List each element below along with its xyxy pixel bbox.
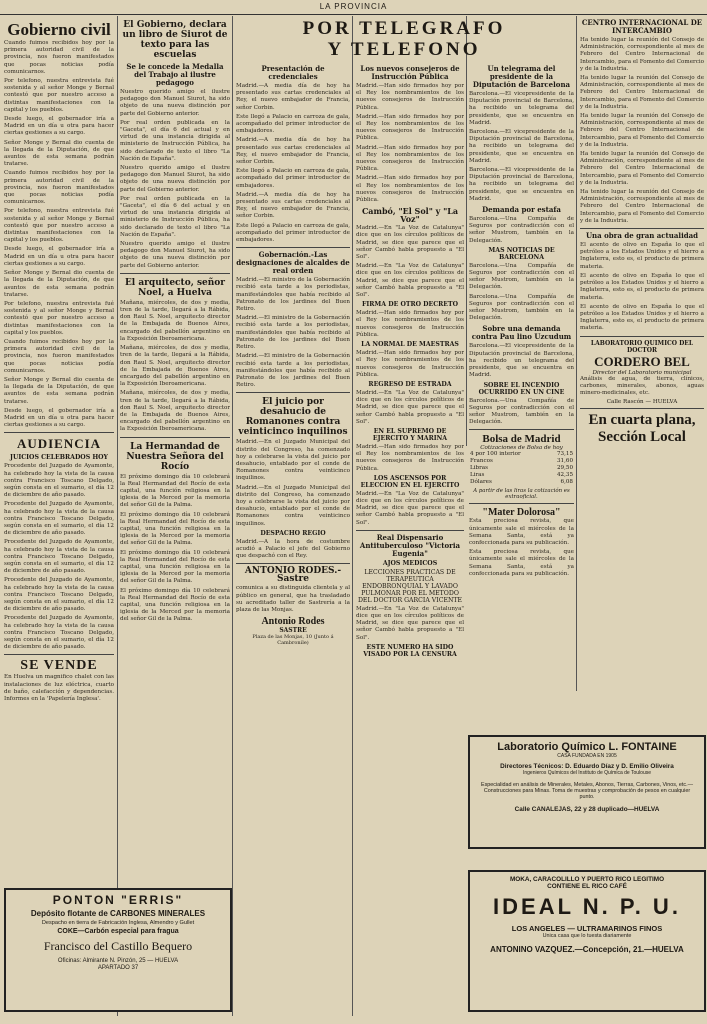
article-text: Madrid.—Han sido firmados hoy por el Rey los nombramientos de los nuevos consejeros de Instrucción Pública. <box>356 83 464 111</box>
article-text: Madrid.—A la hora de costumbre acudió a Palacio el jefe del Gobierno que despachó con el Rey. <box>236 538 350 560</box>
censorship-note: ESTE NUMERO HA SIDO VISADO POR LA CENSURA <box>363 643 457 658</box>
ad-apartado: APARTADO 37 <box>97 965 139 971</box>
article-text: Mañana, miércoles, de dos y media, tren de la tarde, llegará a la Rábida, don Raul S. Noel, arquitecto director de la Embajada de Buenos Aires, encargado del pabellón argentino en la Exposición Iberoamericana. <box>120 299 230 342</box>
row-value: 31,60 <box>556 458 573 465</box>
divider <box>580 408 704 409</box>
row-value: 29,50 <box>556 465 573 472</box>
lab-subtitle: Director del Laboratorio municipal <box>592 369 692 376</box>
article-text: El acento de olivo en España lo que el petróleo a los Estados Unidos y el hierro a Inglaterra, esto es, el producto de primera materia. <box>580 272 704 301</box>
divider <box>120 273 230 274</box>
ad-name: Francisco del Castillo Bequero <box>43 939 193 953</box>
article-text: Nuestro querido amigo el ilustre pedagogo don Manuel Siurot, ha sido objeto de una nueva distinción por parte del Gobierno anterior. <box>120 89 230 117</box>
article-text: Madrid.—A media día de hoy ha presentado sus cartas credenciales al Rey, el nuevo embajador de Francia, señor Corbin. <box>236 83 350 111</box>
article-text: Esta preciosa revista, que únicamente sale el miércoles de la Semana Santa, está ya confeccionada para su publicación. <box>469 518 574 546</box>
ad-address: Calle CANALEJAS, 22 y 28 duplicado—HUELVA <box>514 806 660 813</box>
column-1 <box>4 16 114 1021</box>
article-text: Procedente del Juzgado de Ayamonte, ha celebrado hoy la vista de la causa contra Francisco Toscano Delgado, según consta en el sumario, el día 12 de diciembre de año pasado. <box>4 577 114 613</box>
row-label: Dólares <box>470 479 492 486</box>
article-text: Ha tenido lugar la reunión del Consejo de Administración, correspondiente al mes de Febrero del Centro Internacional de Intercambio, para el Fomento del Comercio y de la Industria. <box>580 37 704 72</box>
article-text: Madrid.—En "La Voz de Catalunya" dice que en los círculos políticos de Madrid, se dice que parece que el señor Cambó habla propuesto a "El Sol". <box>356 263 464 299</box>
article-text: Desde luego, el gobernador iría a Madrid en un día u otra para hacer ciertas gestiones a su cargo. <box>4 407 114 429</box>
article-text: Señor Monge y Bernal dio cuenta de la llegada de la Diputación, de que asuntos de esta semana podrán tratarse. <box>4 376 114 405</box>
divider <box>236 247 350 248</box>
article-text: Ha tenido lugar la reunión del Consejo de Administración, correspondiente al mes de Febrero del Centro Internacional de Intercambio, para el Fomento del Comercio y de la Industria. <box>580 113 704 148</box>
article-text: Por real orden publicada en la "Gaceta", el día 6 del actual y en virtud de una instancia dirigida al ministerio de Instrucción Pública, ha sido declarado de texto el libro "La Nación de España". <box>120 119 230 162</box>
article-headline: La Hermandad de Nuestra Señora del Rocío <box>126 441 224 472</box>
article-text: Madrid.—El ministro de la Gobernación recibió esta tarde a los periodistas, manifestándoles que había recibido al Patronato de los jardines del Buen Retiro. <box>236 315 350 351</box>
ad-line: MOKA, CARACOLILLO Y PUERTO RICO LEGITIMO <box>509 876 665 883</box>
bolsa-table <box>469 451 574 486</box>
article-text: Cuando fuimos recibidos hoy por la primera autoridad civil de la provincia, nos fueron manifestados que pocas noticias podía comunicarnos. <box>4 40 114 75</box>
article-text: Procedente del Juzgado de Ayamonte, ha celebrado hoy la vista de la causa contra Francisco Toscano Delgado, según consta en el sumario, el día 12 de diciembre de año pasado. <box>4 463 114 499</box>
article-text: Procedente del Juzgado de Ayamonte, ha celebrado hoy la vista de la causa contra Francisco Toscano Delgado, según consta en el sumario, el día 12 de diciembre de año pasado. <box>4 501 114 537</box>
column-rule <box>352 16 353 1016</box>
article-text: Procedente del Juzgado de Ayamonte, ha celebrado hoy la vista de la causa contra Francisco Toscano Delgado, según consta en el sumario, el día 12 de diciembre de año pasado. <box>4 615 114 651</box>
article-text: Barcelona.—Una Compañía de Seguros por contradicción con el señor Mustrom, también en la Delegación. <box>469 216 574 244</box>
article-text: Barcelona.—El vicepresidente de la Diputación provincial de Barcelona, ha recibido un telegrama del presidente, que se encuentra en Madrid. <box>469 129 574 164</box>
divider <box>580 228 704 229</box>
lab-text: Análisis de agua, de tierra, clínicos, carbones, minerales, abonos, aguas minero-medicinales, etc. <box>580 375 704 396</box>
lab-title: LABORATORIO QUIMICO DEL DOCTOR <box>590 339 694 354</box>
article-headline: "Mater Dolorosa" <box>482 507 561 519</box>
lab-address: Calle Rascón — HUELVA <box>606 399 678 406</box>
article-headline: Real Dispensario Antituberculoso "Victoria Eugenia" <box>359 532 461 558</box>
article-text: Este llegó a Palacio en carroza de gala, acompañado del primer introductor de embajadores. <box>236 168 350 189</box>
article-text: Esta preciosa revista, que únicamente sale el miércoles de la Semana Santa, está ya confeccionada para su publicación. <box>469 549 574 577</box>
article-text: Procedente del Juzgado de Ayamonte, ha celebrado hoy la vista de la causa contra Francisco Toscano Delgado, según consta en el sumario, el día 12 de diciembre de año pasado. <box>4 539 114 575</box>
article-text: Madrid.—Han sido firmados hoy por el Rey los nombramientos de los nuevos consejeros de Instrucción Pública. <box>356 144 464 173</box>
ad-line: Especialidad en análisis de Minerales, Metales, Abonos, Tierras, Carbones, Vinos, etc.—Construcciones para Minas. Toma de muestras y comprobación de pesos en cualquier punto. <box>480 782 694 800</box>
row-label: 4 por 100 interior <box>470 451 521 458</box>
main-heading-line2: Y TELEFONO <box>327 39 481 60</box>
ad-line: CONTIENE EL RICO CAFÉ <box>547 883 627 890</box>
article-text: Mañana, miércoles, de dos y media, tren de la tarde, llegará a la Rábida, don Raul S. Noel, arquitecto director de la Embajada de Buenos Aires, encargado del pabellón argentino en la Exposición Iberoamericana. <box>120 390 230 433</box>
article-text: Madrid.—En el Juzgado Municipal del distrito del Congreso, ha comenzado hoy a celebrarse la vista del juicio por desahucio, entablado por el conde de Romanones contra veinticinco inquilinos. <box>236 484 350 527</box>
article-text: El acento de olivo en España lo que el petróleo a los Estados Unidos y el hierro a Inglaterra, esto es, el producto de primera materia. <box>580 303 704 332</box>
column-rule <box>232 16 233 1016</box>
article-headline: Sobre una demanda contra Pau lino Uzcudum <box>471 324 572 342</box>
divider <box>236 392 350 393</box>
main-heading <box>236 18 572 60</box>
section-title: AUDIENCIA <box>16 436 102 452</box>
article-text: Madrid.—En "La Voz de Catalunya" dice que en los círculos políticos de Madrid, se dice que parece que el señor Cambó habla propuesto a "El Sol". <box>356 490 464 526</box>
column-rule <box>466 16 467 446</box>
article-headline: Gobernación.-Las designaciones de alcaldes de real orden <box>236 250 350 276</box>
ad-ideal <box>468 870 706 1012</box>
article-text: Barcelona.—Una Compañía de Seguros por contradicción con el señor Mustrom, también en la Delegación. <box>469 397 574 426</box>
row-label: Liras <box>470 472 485 479</box>
ad-line: Ingenieros Químicos del Instituto de Química de Toulouse <box>522 770 652 776</box>
ad-address: Oficinas: Almirante N. Pinzón, 25 — HUELVA <box>57 958 179 964</box>
ad-title: IDEAL N. P. U. <box>493 894 681 919</box>
ad-signature-sub: SASTRE <box>279 627 307 635</box>
article-text: Madrid.—En "La Voz de Catalunya" dice que en los círculos políticos de Madrid, se dice que parece que el señor Cambó habla propuesto a "El Sol". <box>356 605 464 641</box>
article-text: Madrid.—A media día de hoy ha presentado sus cartas credenciales al Rey, el nuevo embajador de Francia, señor Corbin. <box>236 137 350 166</box>
bolsa-title: Bolsa de Madrid <box>482 433 561 446</box>
row-label: Francos <box>470 458 493 465</box>
section-subtitle: DESPACHO REGIO <box>260 529 326 537</box>
article-text: comunica a su distinguida clientela y al público en general, que ha trasladado su acreditado taller de Sastrería a la plaza de las Monjas. <box>236 585 350 613</box>
article-text: Cuando fuimos recibidos hoy por la primera autoridad civil de la provincia, nos fueron manifestados que pocas noticias podía comunicarnos. <box>4 170 114 206</box>
column-rule <box>117 16 118 1016</box>
ad-line: Directores Técnicos: D. Eduardo Díaz y D. Emilio Oliveira <box>500 763 674 770</box>
section-subtitle: LA NORMAL DE MAESTRAS <box>361 341 459 349</box>
article-text: Por real orden publicada en la "Gaceta", el día 6 del actual y en virtud de una instancia dirigida al ministerio de Instrucción Pública, ha sido declarado de texto el libro "La Nación de España". <box>120 195 230 238</box>
divider <box>4 432 114 433</box>
article-text: Por telefono, nuestra entrevista fué sostenida y al señor Monge y Bernal contestó que por nuestro acceso a distintas manifestaciones con la capital y los pueblos. <box>4 208 114 244</box>
article-text: Nuestro querido amigo el ilustre pedagogo don Manuel Siurot, ha sido objeto de una nueva distinción por parte del Gobierno anterior. <box>120 165 230 193</box>
article-text: Barcelona.—Una Compañía de Seguros por contradicción con el señor Mustrom, también en la Delegación. <box>469 293 574 322</box>
main-heading-line1: POR TELEGRAFO <box>302 18 506 39</box>
section-subtitle: JUICIOS CELEBRADOS HOY <box>10 454 108 462</box>
article-text: Señor Monge y Bernal dio cuenta de la llegada de la Diputación, de que asuntos de esta semana podrán tratarse. <box>4 270 114 298</box>
row-value: 73,15 <box>556 451 573 458</box>
ad-line: Despacho en tierra de Fabricación Inglesa, Almendro y Gullet <box>41 920 195 926</box>
section-subtitle: EN EL SUPREMO DE EJERCITO Y MARINA <box>372 427 448 442</box>
article-text: Madrid.—El ministro de la Gobernación recibió esta tarde a los periodistas, manifestándoles que había recibido al Patronato de los jardines del Buen Retiro. <box>236 353 350 389</box>
article-text: Desde luego, el gobernador iría a Madrid en un día u otra para hacer ciertas gestiones a su cargo. <box>4 116 114 137</box>
article-text: El próximo domingo día 10 celebrará la Real Hermandad del Rocío de esta capital, una función religiosa en la iglesia de la Merced por la memoria del señor Gil de la Palma. <box>120 549 230 585</box>
ad-title: Laboratorio Químico L. FONTAINE <box>497 741 677 753</box>
cuarta-plana: En cuarta plana, Sección Local <box>588 412 696 446</box>
row-value: 6,08 <box>560 479 573 486</box>
bolsa-subtitle: Cotizaciones de Bolsa de hoy <box>480 445 563 452</box>
article-text: Madrid.—Han sido firmados hoy por el Rey los nombramientos de los nuevos consejeros de Instrucción Pública. <box>356 350 464 378</box>
section-subtitle: MAS NOTICIAS DE BARCELONA <box>488 246 555 261</box>
article-text: Ha tenido lugar la reunión del Consejo de Administración, correspondiente al mes de Febrero del Centro Internacional de Intercambio, para el Fomento del Comercio y de la Industria. <box>580 75 704 110</box>
divider <box>4 654 114 655</box>
article-text: Desde luego, el gobernador iría a Madrid en un día u otra para hacer ciertas gestiones a su cargo. <box>4 246 114 267</box>
article-text: Por telefono, nuestra entrevista fué sostenida y al señor Monge y Bernal contestó que por nuestro acceso a distintas manifestaciones con la capital y los pueblos. <box>4 300 114 336</box>
article-headline: Demanda por estafa <box>482 205 561 215</box>
article-text: Madrid.—El ministro de la Gobernación recibió esta tarde a los periodistas, manifestándoles que había recibido al Patronato de los jardines del Buen Retiro. <box>236 277 350 313</box>
article-headline: El Gobierno, declara un libro de Siurot de texto para las escuelas <box>122 20 228 60</box>
article-text: Barcelona.—El vicepresidente de la Diputación provincial de Barcelona, ha recibido un telegrama del presidente, que se encuentra en Madrid. <box>469 91 574 126</box>
article-text: Barcelona.—Una Compañía de Seguros por contradicción con el señor Mustrom, también en la Delegación. <box>469 262 574 291</box>
article-text: Madrid.—Han sido firmados hoy por el Rey los nombramientos de los nuevos consejeros de Instrucción Pública. <box>356 443 464 472</box>
table-row <box>469 479 574 486</box>
article-headline: Presentación de credenciales <box>261 64 325 81</box>
article-text: Ha tenido lugar la reunión del Consejo de Administración, correspondiente al mes de Febrero del Centro Internacional de Intercambio, para el Fomento del Comercio y de la Industria. <box>580 189 704 224</box>
section-subtitle: LECCIONES PRACTICAS DE TERAPEUTICA ENDOBRONQUIAL Y LAVADO PULMONAR POR EL METODO DEL DOCTOR GARCIA VICENTE <box>357 568 463 604</box>
article-text: Barcelona.—El vicepresidente de la Diputación provincial de Barcelona, ha recibido un telegrama del presidente, que se encuentra en Madrid. <box>469 343 574 379</box>
article-text: Madrid.—Han sido firmados hoy por el Rey los nombramientos de los nuevos consejeros de Instrucción Pública. <box>356 175 464 204</box>
column-rule <box>576 16 577 691</box>
ad-line: Depósito flotante de CARBONES MINERALES <box>30 909 206 918</box>
lab-name: CORDERO BEL <box>594 353 690 369</box>
ad-address: ANTONINO VAZQUEZ.—Concepción, 21.—HUELVA <box>490 945 684 954</box>
section-subtitle: SOBRE EL INCENDIO OCURRIDO EN UN CINE <box>478 381 565 396</box>
article-text: El próximo domingo día 10 celebrará la Real Hermandad del Rocío de esta capital, una función religiosa en la iglesia de la Merced por la memoria del señor Gil de la Palma. <box>120 473 230 509</box>
ad-headline: ANTONIO RODES.-Sastre <box>244 566 342 585</box>
table-row <box>469 458 574 465</box>
row-label: Libras <box>470 465 488 472</box>
divider <box>356 530 464 531</box>
section-subtitle: AJOS MEDICOS <box>382 559 438 567</box>
ad-line: LOS ANGELES — ULTRAMARINOS FINOS <box>511 924 663 933</box>
article-text: Este llegó a Palacio en carroza de gala, acompañado del primer introductor de embajadores. <box>236 113 350 135</box>
divider <box>120 437 230 438</box>
column-2 <box>120 16 230 886</box>
article-text: Madrid.—Han sido firmados hoy por el Rey los nombramientos de los nuevos consejeros de Instrucción Pública. <box>356 113 464 142</box>
ad-signature: Antonio Rodes <box>261 616 325 628</box>
article-text: Madrid.—En "La Voz de Catalunya" dice que en los círculos políticos de Madrid, se dice que parece que el señor Cambó habla propuesto a "El Sol". <box>356 389 464 425</box>
article-text: Barcelona.—El vicepresidente de la Diputación provincial de Barcelona, ha recibido un telegrama del presidente, que se encuentra en Madrid. <box>469 167 574 202</box>
ad-fontaine <box>468 735 706 849</box>
table-row <box>469 465 574 472</box>
article-headline: Los nuevos consejeros de Instrucción Pública <box>360 64 460 81</box>
bolsa-note: A partir de las liras la cotización es extraoficial. <box>473 488 570 501</box>
article-headline: El juicio por desahucio de Romanones contra veinticinco inquilinos <box>238 397 348 438</box>
article-headline: CENTRO INTERNACIONAL DE INTERCAMBIO <box>581 18 703 35</box>
article-text: Madrid.—Han sido firmados hoy por el Rey los nombramientos de los nuevos consejeros de Instrucción Pública. <box>356 310 464 338</box>
article-headline: El arquitecto, señor Noel, a Huelva <box>124 277 226 298</box>
column-3 <box>236 62 350 1012</box>
article-text: Ha tenido lugar la reunión del Consejo de Administración, correspondiente al mes de Febrero del Centro Internacional de Intercambio, para el Fomento del Comercio y de la Industria. <box>580 151 704 186</box>
article-headline: Cambó, "El Sol" y "La Voz" <box>361 206 459 225</box>
ad-line: Unica casa que lo tuesta diariamente <box>542 933 632 939</box>
row-value: 42,35 <box>556 472 573 479</box>
article-headline: Una obra de gran actualidad <box>585 231 699 241</box>
ad-ponton-erris <box>4 888 232 1012</box>
column-6 <box>580 16 704 706</box>
article-text: Señor Monge y Bernal dio cuenta de la llegada de la Diputación, de que asuntos de esta semana podrán tratarse. <box>4 139 114 168</box>
article-text: Por telefono, nuestra entrevista fué sostenida y al señor Monge y Bernal contestó que por nuestro acceso a distintas manifestaciones con la capital y los pueblos. <box>4 78 114 113</box>
divider <box>469 429 574 430</box>
section-subtitle: LOS ASCENSOS POR ELECCION EN EL EJERCITO <box>360 474 460 489</box>
article-text: Este llegó a Palacio en carroza de gala, acompañado del primer introductor de embajadores. <box>236 222 350 244</box>
article-text: Nuestro querido amigo el ilustre pedagogo don Manuel Siurot, ha sido objeto de una nueva distinción por parte del Gobierno anterior. <box>120 241 230 269</box>
section-subtitle: FIRMA DE OTRO DECRETO <box>361 301 458 309</box>
divider <box>236 563 350 564</box>
ad-title: PONTON "ERRIS" <box>52 893 184 907</box>
ad-subtitle: CASA FUNDADA EN 1905 <box>557 753 617 759</box>
article-text: En Huelva un magnifico chalet con las instalaciones de luz eléctrica, cuarto de baño, calefacción y dependencias. Informes en la 'Papelería Inglesa'. <box>4 674 114 703</box>
column-4 <box>356 62 464 867</box>
article-text: El acento de olivo en España lo que el petróleo a los Estados Unidos y el hierro a Inglaterra, esto es, el producto de primera materia. <box>580 242 704 270</box>
table-row <box>469 451 574 458</box>
section-title: SE VENDE <box>20 658 98 674</box>
ad-signature-addr: Plaza de las Monjas, 10 (Junto á Cambronile) <box>252 634 334 647</box>
article-text: Madrid.—A media día de hoy ha presentado sus cartas credenciales al Rey, el nuevo embajador de Francia, señor Corbin. <box>236 191 350 220</box>
article-text: Madrid.—En "La Voz de Catalunya" dice que en los círculos políticos de Madrid, se dice que parece que el señor Cambó habla propuesto a "El Sol". <box>356 225 464 261</box>
article-title: Gobierno civil <box>7 20 111 39</box>
article-text: Mañana, miércoles, de dos y media, tren de la tarde, llegará a la Rábida, don Raul S. Noel, arquitecto director de la Embajada de Buenos Aires, encargado del pabellón argentino en la Exposición Iberoamericana. <box>120 345 230 388</box>
article-headline: Un telegrama del presidente de la Diputación de Barcelona <box>472 64 571 89</box>
ad-line: COKE—Carbón especial para fragua <box>57 928 179 935</box>
divider <box>580 336 704 337</box>
column-5 <box>469 62 574 662</box>
section-subtitle: REGRESO DE ESTRADA <box>368 380 452 388</box>
article-text: El próximo domingo día 10 celebrará la Real Hermandad del Rocío de esta capital, una función religiosa en la iglesia de la Merced por la memoria del señor Gil de la Palma. <box>120 587 230 623</box>
article-text: Cuando fuimos recibidos hoy por la primera autoridad civil de la provincia, nos fueron manifestados que pocas noticias podía comunicarnos. <box>4 338 114 374</box>
article-subheadline: Se le concede la Medalla del Trabajo al ilustre pedagogo <box>126 62 224 87</box>
divider <box>469 503 574 504</box>
article-text: El próximo domingo día 10 celebrará la Real Hermandad del Rocío de esta capital, una función religiosa en la iglesia de la Merced por la memoria del señor Gil de la Palma. <box>120 511 230 547</box>
article-text: Madrid.—En el Juzgado Municipal del distrito del Congreso, ha comenzado hoy a celebrarse la vista del juicio por desahucio, entablado por el conde de Romanones contra veinticinco inquilinos. <box>236 439 350 482</box>
masthead: LA PROVINCIA <box>0 0 707 15</box>
